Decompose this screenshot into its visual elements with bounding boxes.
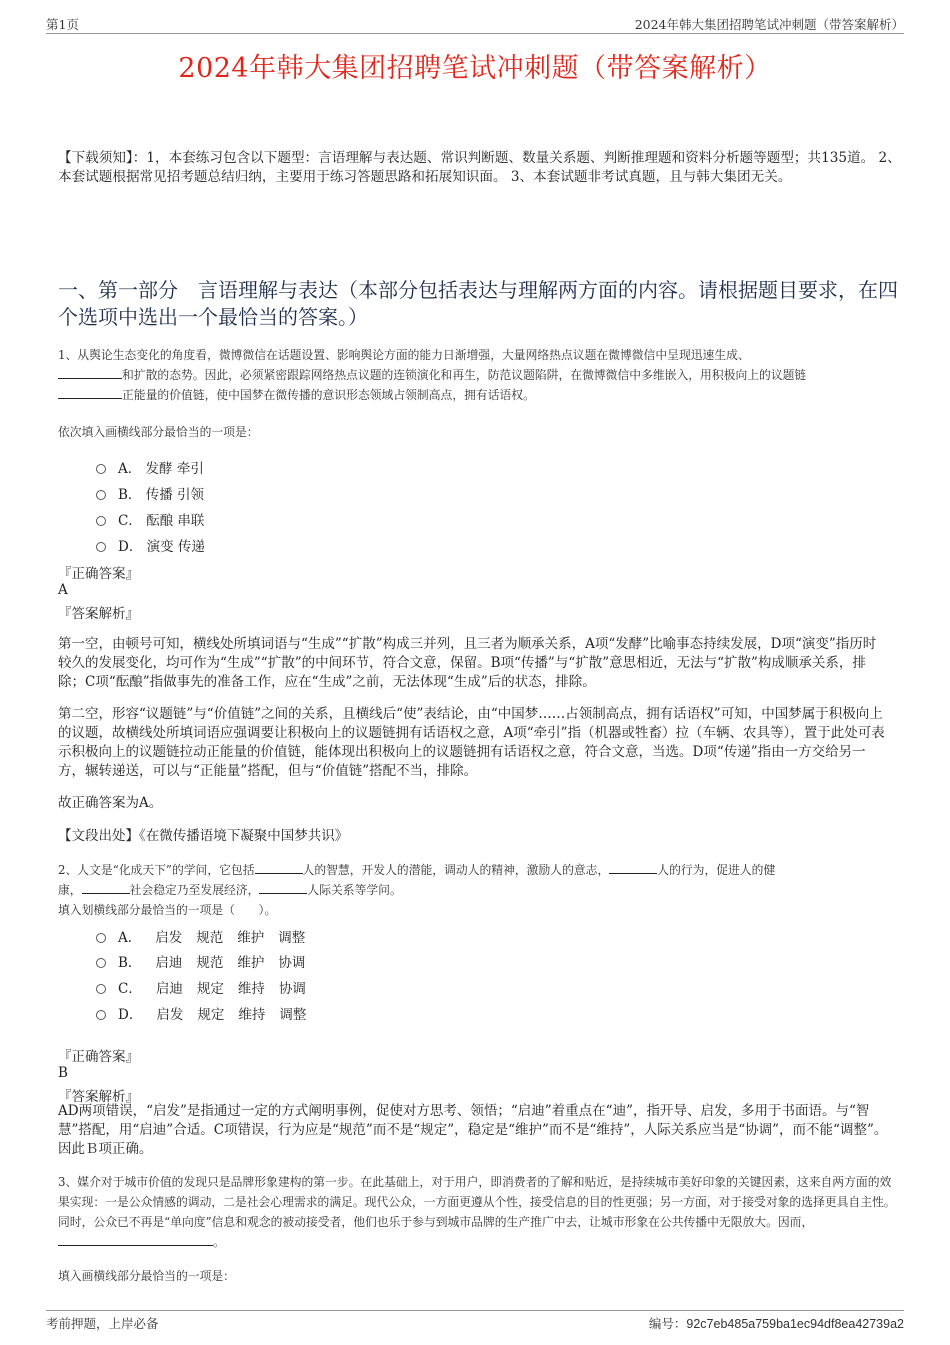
radio-icon[interactable] [96,490,106,500]
footer-document-id: 编号：92c7eb485a759ba1ec94df8ea42739a2 [648,1317,904,1331]
question-1-line-3: 正能量的价值链，使中国梦在微传播的意识形态领域占领制高点，拥有话语权。 [58,385,908,405]
q1-option-a[interactable]: A． 发酵 牵引 [96,457,204,477]
blank-1 [58,366,122,379]
q1-answer-label: 『正确答案』 [58,566,139,582]
q2-option-c[interactable]: C． 启迪 规定 维持 协调 [96,977,306,997]
footer-divider [46,1310,904,1311]
question-3-prompt: 填入画横线部分最恰当的一项是： [58,1269,235,1283]
q1-answer: A [58,582,68,598]
radio-icon[interactable] [96,984,106,994]
question-2-line-1: 2、人文是“化成天下”的学问，它包括 人的智慧，开发人的潜能，调动人的精神，激励人的意志， 人的行为，促进人的健 [58,863,776,877]
q2-option-d[interactable]: D． 启发 规定 维持 调整 [96,1003,306,1023]
question-2-line-2: 康， 社会稳定乃至发展经济， 人际关系等学问。 [58,883,402,897]
q2-answer: B [58,1065,68,1081]
question-1-line-2: 和扩散的态势。因此，必须紧密跟踪网络热点议题的连锁演化和再生，防范议题陷阱，在微博微信中多维嵌入，用积极向上的议题链 [58,365,908,385]
page-title: 2024年韩大集团招聘笔试冲刺题（带答案解析） [178,53,772,84]
question-2-prompt: 填入划横线部分最恰当的一项是（ ）。 [58,903,277,917]
q1-conclusion: 故正确答案为A。 [58,795,163,811]
q1-option-d[interactable]: D． 演变 传递 [96,535,205,555]
radio-icon[interactable] [96,516,106,526]
radio-icon[interactable] [96,1010,106,1020]
radio-icon[interactable] [96,542,106,552]
question-1-line-1: 1、从舆论生态变化的角度看，微博微信在话题设置、影响舆论方面的能力日渐增强，大量网络热点议题在微博微信中呈现迅速生成、 [58,348,750,362]
footer-slogan: 考前押题，上岸必备 [46,1316,159,1331]
q2-option-b[interactable]: B． 启迪 规范 维护 协调 [96,951,305,971]
q1-analysis-label: 『答案解析』 [58,606,139,622]
q2-option-a[interactable]: A． 启发 规范 维护 调整 [96,926,305,946]
q1-option-b[interactable]: B． 传播 引领 [96,483,204,503]
header-doc-title: 2024年韩大集团招聘笔试冲刺题（带答案解析） [634,17,904,32]
q1-source: 【文段出处】《在微传播语境下凝聚中国梦共识》 [58,828,349,844]
blank-2 [58,386,122,399]
question-1-prompt: 依次填入画横线部分最恰当的一项是： [58,425,259,439]
blank-4 [259,881,307,894]
blank-1 [255,861,303,874]
q2-analysis-label: 『答案解析』 [58,1089,139,1105]
header-divider [46,33,904,34]
q1-analysis-paragraph-1: 第一空，由顿号可知，横线处所填词语与“生成”“扩散”构成三并列，且三者为顺承关系，A项“发酵”比喻事态持续发展，D项“演变”指历时较久的发展变化，均可作为“生成”“扩散”的中间环节，符合文意，保留。B项“传播”与“扩散”意思相近，无法与“扩散”构成顺承关系，排除；C项“酝酿”指做事先的准备工作，应在“生成”之前，无法体现“生成”后的状态，排除。 [58,636,877,690]
blank-1 [58,1233,213,1246]
q1-option-c[interactable]: C． 酝酿 串联 [96,509,204,529]
download-notice: 【下载须知】：1，本套练习包含以下题型：言语理解与表达题、常识判断题、数量关系题、判断推理题和资料分析题等题型；共135道。 2、本套试题根据常见招考题总结归纳，主要用于练习答题思路和拓展知识面。 3、本套试题非考试真题，且与韩大集团无关。 [58,150,901,185]
page-number: 第1页 [46,17,79,32]
radio-icon[interactable] [96,958,106,968]
question-3: 3、媒介对于城市价值的发现只是品牌形象建构的第一步。在此基础上，对于用户，即消费者的了解和贴近，是持续城市美好印象的关键因素，这来自两方面的效果实现：一是公众情感的调动，二是社会心理需求的满足。现代公众，一方面更遵从个性，接受信息的目的性更强；另一方面，对于接受对象的选择更具自主性。同时，公众已不再是“单向度”信息和观念的被动接受者，他们也乐于参与到城市品牌的生产推广中去，让城市形象在公共传播中无限放大。因而，。 [58,1175,896,1249]
radio-icon[interactable] [96,464,106,474]
section-title: 一、第一部分 言语理解与表达（本部分包括表达与理解两方面的内容。请根据题目要求，在四个选项中选出一个最恰当的答案。） [58,278,898,329]
question-2 [58,860,908,920]
q2-analysis: AD两项错误，“启发”是指通过一定的方式阐明事例，促使对方思考、领悟；“启迪”着重点在“迪”，指开导、启发，多用于书面语。与“智慧”搭配，用“启迪”合适。C项错误，行为应是“规范”而不是“规定”，稳定是“维护”而不是“维持”，人际关系应当是“协调”，而不能“调整”。因此Ｂ项正确。 [58,1103,888,1157]
q2-answer-label: 『正确答案』 [58,1049,139,1065]
radio-icon[interactable] [96,933,106,943]
blank-2 [609,861,657,874]
q1-analysis-paragraph-2: 第二空，形容“议题链”与“价值链”之间的关系，且横线后“使”表结论，由“中国梦……占领制高点，拥有话语权”可知，中国梦属于积极向上的议题，故横线处所填词语应强调要让积极向上的议题链拥有话语权之意，A项“牵引”指（机器或牲畜）拉（车辆、农具等），置于此处可表示积极向上的议题链拉动正能量的价值链，能体现出积极向上的议题链拥有话语权之意，符合文意，当选。D项“传递”指由一方交给另一方，辗转递送，可以与“正能量”搭配，但与“价值链”搭配不当，排除。 [58,706,885,779]
blank-3 [82,881,130,894]
question-1 [58,345,908,405]
